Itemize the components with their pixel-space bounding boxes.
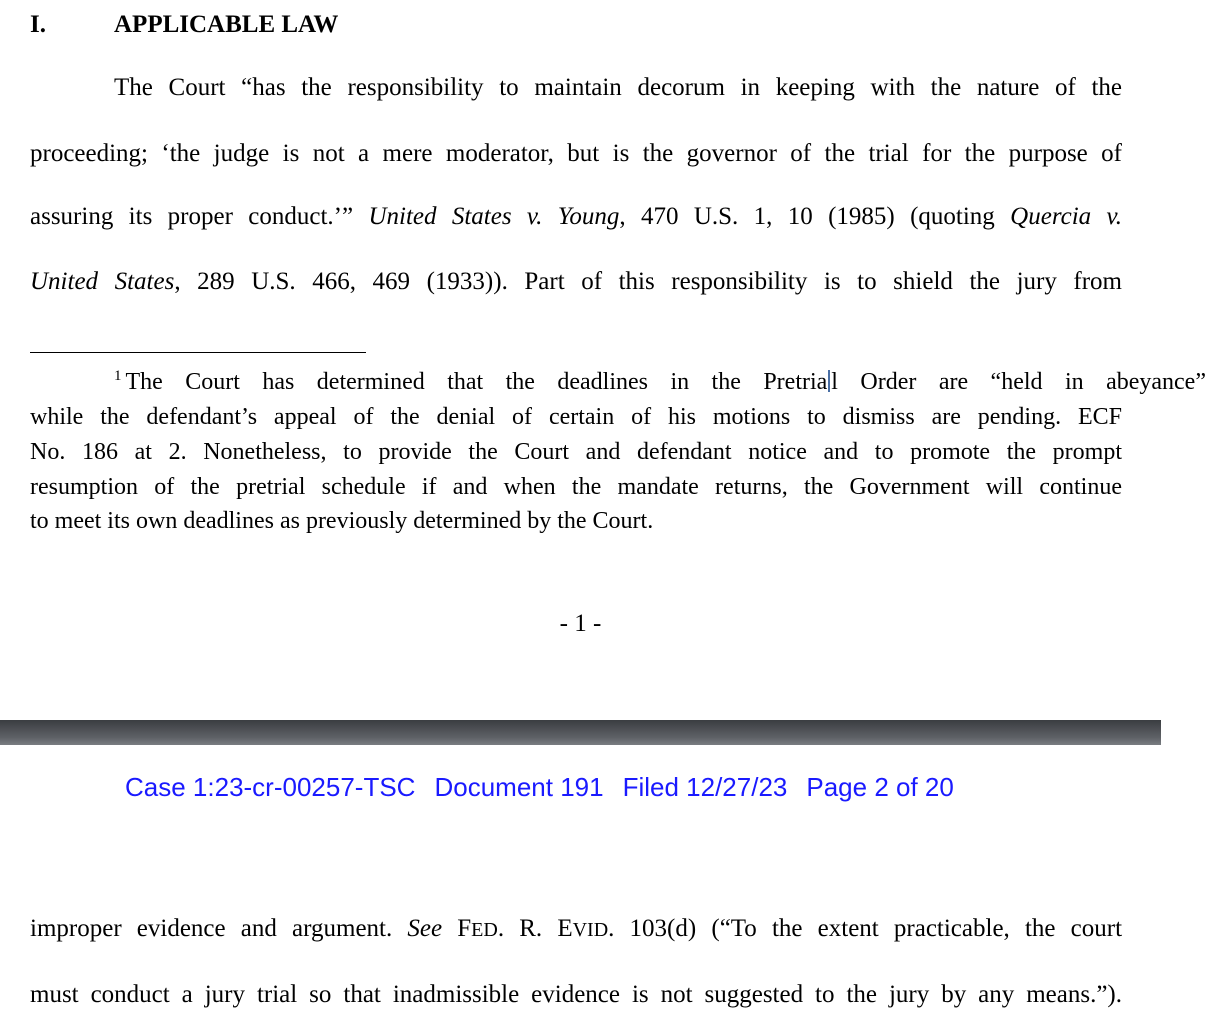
text-fragment: l Order are “held in abeyance” — [831, 369, 1206, 395]
page2-line-2: must conduct a jury trial so that inadmissible evidence is not suggested to the jury by any means.”). — [30, 981, 1122, 1008]
rule-f: F — [457, 915, 472, 942]
paragraph-line-2: proceeding; ‘the judge is not a mere moderator, but is the governor of the trial for the purpose of — [30, 140, 1122, 167]
text-fragment: The Court has determined that the deadlines in the Pretria — [125, 369, 828, 395]
section-number: I. — [30, 11, 46, 38]
footnote-marker: 1 — [114, 368, 122, 384]
rule-mid: . R. E — [497, 915, 573, 942]
case-citation-quercia-cont: United States — [30, 268, 175, 295]
page2-line-1 — [30, 912, 1122, 947]
text-fragment: . 103(d) (“To the extent practicable, the court — [608, 915, 1123, 942]
page-separator — [0, 720, 1161, 745]
paragraph-line-4 — [30, 265, 1122, 299]
text-fragment: improper evidence and argument. — [30, 915, 393, 942]
signal-see: See — [407, 915, 443, 942]
text-cursor — [828, 370, 830, 392]
paragraph-line-3 — [30, 200, 1122, 234]
footnote-divider — [30, 352, 366, 353]
text-fragment: , 289 U.S. 466, 469 (1933)). Part of this responsibility is to shield the jury from — [174, 268, 1122, 295]
section-heading — [30, 8, 338, 42]
case-citation-young: United States v. Young — [368, 203, 620, 230]
paragraph-line-1: The Court “has the responsibility to maintain decorum in keeping with the nature of the — [114, 74, 1122, 101]
footnote-line-4: resumption of the pretrial schedule if and when the mandate returns, the Government will continue — [30, 474, 1122, 500]
document-number: Document 191 — [434, 772, 604, 802]
rule-vid: VID — [572, 919, 609, 941]
footnote-line-1 — [30, 367, 1206, 397]
case-citation-quercia: Quercia v. — [1010, 203, 1123, 230]
case-header-stamp — [125, 770, 973, 804]
rule-ed: ED — [471, 919, 498, 941]
case-number: Case 1:23-cr-00257-TSC — [125, 772, 416, 802]
page-number: - 1 - — [559, 610, 602, 637]
text-fragment: assuring its proper conduct.’” — [30, 203, 354, 230]
page-count: Page 2 of 20 — [806, 772, 954, 802]
filed-date: Filed 12/27/23 — [622, 772, 788, 802]
text-fragment: , 470 U.S. 1, 10 (1985) (quoting — [619, 203, 995, 230]
rule-citation — [457, 915, 608, 942]
footnote-line-2: while the defendant’s appeal of the denial of certain of his motions to dismiss are pending. ECF — [30, 404, 1122, 430]
footnote-line-5: to meet its own deadlines as previously determined by the Court. — [30, 508, 654, 534]
section-title: APPLICABLE LAW — [114, 11, 339, 38]
footnote-line-3: No. 186 at 2. Nonetheless, to provide the Court and defendant notice and to promote the prompt — [30, 439, 1122, 465]
